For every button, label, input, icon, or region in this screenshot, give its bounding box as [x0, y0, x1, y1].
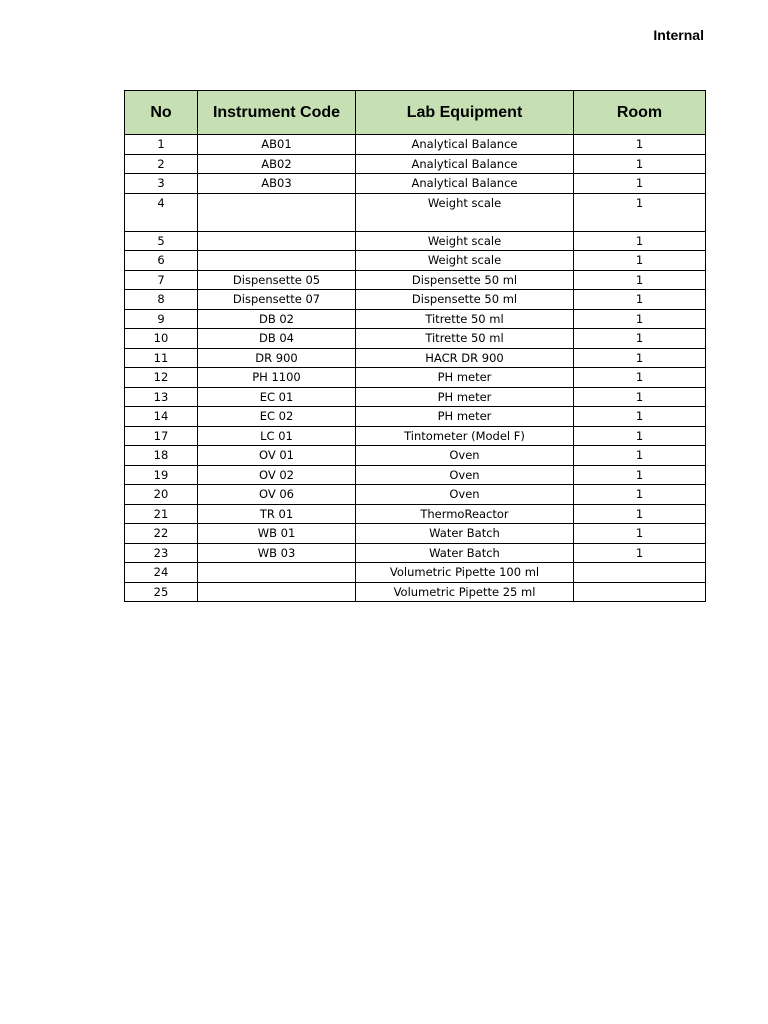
table-row	[125, 426, 706, 446]
cell-lab-equipment: Titrette 50 ml	[356, 309, 574, 329]
cell-no: 12	[125, 368, 198, 388]
cell-lab-equipment: Oven	[356, 465, 574, 485]
table-row	[125, 329, 706, 349]
cell-no: 21	[125, 504, 198, 524]
cell-room: 1	[574, 368, 706, 388]
cell-lab-equipment: PH meter	[356, 407, 574, 427]
table-row	[125, 348, 706, 368]
cell-room: 1	[574, 309, 706, 329]
table-row	[125, 251, 706, 271]
table-row	[125, 193, 706, 231]
cell-instrument-code: OV 06	[198, 485, 356, 505]
table-row	[125, 465, 706, 485]
cell-lab-equipment: Analytical Balance	[356, 154, 574, 174]
cell-instrument-code: Dispensette 05	[198, 270, 356, 290]
table-row	[125, 231, 706, 251]
table-row	[125, 174, 706, 194]
cell-no: 2	[125, 154, 198, 174]
cell-no: 7	[125, 270, 198, 290]
cell-lab-equipment: Oven	[356, 446, 574, 466]
cell-no: 11	[125, 348, 198, 368]
cell-lab-equipment: Titrette 50 ml	[356, 329, 574, 349]
cell-room: 1	[574, 543, 706, 563]
cell-instrument-code: LC 01	[198, 426, 356, 446]
header-instrument-code: Instrument Code	[198, 91, 356, 135]
cell-lab-equipment: Water Batch	[356, 524, 574, 544]
cell-room: 1	[574, 446, 706, 466]
cell-no: 22	[125, 524, 198, 544]
cell-instrument-code: WB 03	[198, 543, 356, 563]
cell-no: 9	[125, 309, 198, 329]
cell-instrument-code	[198, 582, 356, 602]
cell-lab-equipment: Weight scale	[356, 231, 574, 251]
cell-room: 1	[574, 485, 706, 505]
cell-lab-equipment: Volumetric Pipette 100 ml	[356, 563, 574, 583]
classification-label: Internal	[653, 27, 704, 43]
cell-room: 1	[574, 135, 706, 155]
cell-lab-equipment: Oven	[356, 485, 574, 505]
cell-lab-equipment: Volumetric Pipette 25 ml	[356, 582, 574, 602]
cell-lab-equipment: Weight scale	[356, 193, 574, 231]
cell-no: 3	[125, 174, 198, 194]
cell-no: 8	[125, 290, 198, 310]
table-row	[125, 309, 706, 329]
cell-room	[574, 563, 706, 583]
cell-instrument-code: TR 01	[198, 504, 356, 524]
cell-room: 1	[574, 231, 706, 251]
table-row	[125, 543, 706, 563]
table-row	[125, 524, 706, 544]
cell-instrument-code: PH 1100	[198, 368, 356, 388]
cell-lab-equipment: Analytical Balance	[356, 174, 574, 194]
table-body	[125, 135, 706, 602]
cell-instrument-code: WB 01	[198, 524, 356, 544]
table-row	[125, 582, 706, 602]
cell-lab-equipment: Weight scale	[356, 251, 574, 271]
table-row	[125, 407, 706, 427]
cell-lab-equipment: Water Batch	[356, 543, 574, 563]
cell-instrument-code: DB 04	[198, 329, 356, 349]
cell-instrument-code: Dispensette 07	[198, 290, 356, 310]
table-row	[125, 135, 706, 155]
table-row	[125, 270, 706, 290]
table-row	[125, 154, 706, 174]
cell-room: 1	[574, 407, 706, 427]
cell-room: 1	[574, 270, 706, 290]
cell-no: 17	[125, 426, 198, 446]
cell-instrument-code	[198, 251, 356, 271]
cell-room: 1	[574, 348, 706, 368]
cell-lab-equipment: HACR DR 900	[356, 348, 574, 368]
cell-room: 1	[574, 426, 706, 446]
cell-no: 20	[125, 485, 198, 505]
cell-instrument-code: AB01	[198, 135, 356, 155]
cell-room: 1	[574, 290, 706, 310]
header-no: No	[125, 91, 198, 135]
cell-no: 24	[125, 563, 198, 583]
table-row	[125, 290, 706, 310]
cell-no: 10	[125, 329, 198, 349]
table-header-row	[125, 91, 706, 135]
table-row	[125, 485, 706, 505]
cell-no: 14	[125, 407, 198, 427]
header-room: Room	[574, 91, 706, 135]
cell-room: 1	[574, 524, 706, 544]
cell-no: 18	[125, 446, 198, 466]
cell-room: 1	[574, 154, 706, 174]
cell-no: 19	[125, 465, 198, 485]
cell-instrument-code	[198, 563, 356, 583]
cell-no: 6	[125, 251, 198, 271]
cell-lab-equipment: Dispensette 50 ml	[356, 270, 574, 290]
header-lab-equipment: Lab Equipment	[356, 91, 574, 135]
cell-no: 1	[125, 135, 198, 155]
cell-lab-equipment: PH meter	[356, 387, 574, 407]
cell-instrument-code: EC 01	[198, 387, 356, 407]
cell-no: 13	[125, 387, 198, 407]
cell-room: 1	[574, 329, 706, 349]
cell-room: 1	[574, 193, 706, 231]
table-row	[125, 504, 706, 524]
table-row	[125, 446, 706, 466]
cell-instrument-code: AB02	[198, 154, 356, 174]
cell-instrument-code: EC 02	[198, 407, 356, 427]
cell-instrument-code: OV 01	[198, 446, 356, 466]
table-row	[125, 387, 706, 407]
cell-no: 25	[125, 582, 198, 602]
cell-no: 4	[125, 193, 198, 231]
cell-instrument-code	[198, 231, 356, 251]
cell-room: 1	[574, 465, 706, 485]
cell-lab-equipment: Tintometer (Model F)	[356, 426, 574, 446]
cell-room: 1	[574, 387, 706, 407]
cell-no: 5	[125, 231, 198, 251]
cell-lab-equipment: ThermoReactor	[356, 504, 574, 524]
cell-lab-equipment: Analytical Balance	[356, 135, 574, 155]
cell-instrument-code: DB 02	[198, 309, 356, 329]
equipment-table	[124, 90, 706, 602]
cell-lab-equipment: PH meter	[356, 368, 574, 388]
cell-no: 23	[125, 543, 198, 563]
cell-lab-equipment: Dispensette 50 ml	[356, 290, 574, 310]
table-row	[125, 368, 706, 388]
cell-instrument-code	[198, 193, 356, 231]
cell-room	[574, 582, 706, 602]
cell-instrument-code: AB03	[198, 174, 356, 194]
cell-room: 1	[574, 251, 706, 271]
cell-room: 1	[574, 504, 706, 524]
cell-room: 1	[574, 174, 706, 194]
cell-instrument-code: OV 02	[198, 465, 356, 485]
cell-instrument-code: DR 900	[198, 348, 356, 368]
table-row	[125, 563, 706, 583]
